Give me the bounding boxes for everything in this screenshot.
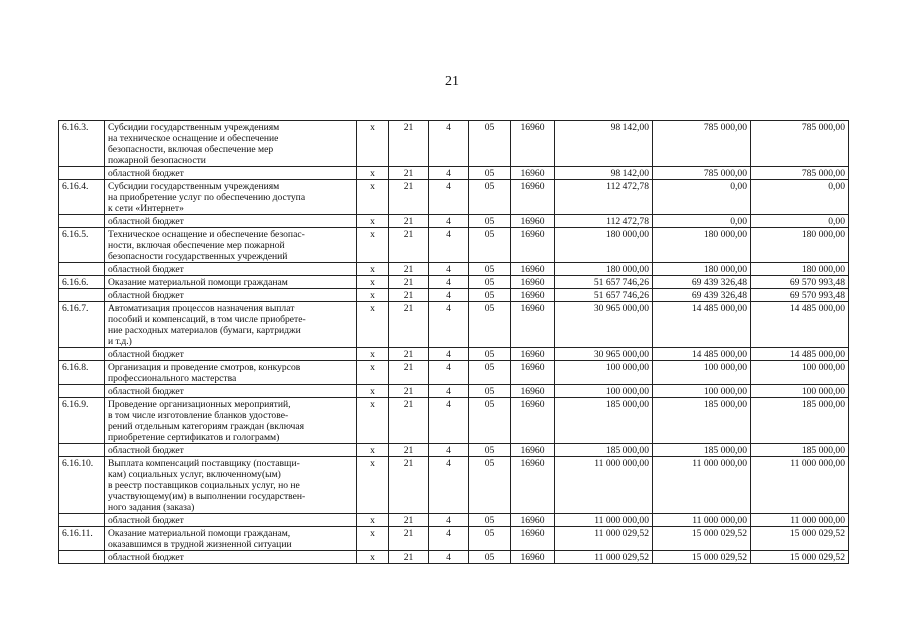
x-cell: х bbox=[357, 276, 389, 289]
code-cell: 16960 bbox=[511, 167, 555, 180]
code-cell: 21 bbox=[389, 289, 429, 302]
code-cell: 4 bbox=[429, 527, 469, 551]
x-cell: х bbox=[357, 348, 389, 361]
item-number-cell bbox=[59, 444, 105, 457]
code-cell: 4 bbox=[429, 180, 469, 215]
description-line: и т.д.) bbox=[108, 336, 132, 347]
description-line: на приобретение услуг по обеспечению доступа bbox=[108, 192, 306, 203]
code-cell: 16960 bbox=[511, 121, 555, 167]
code-cell: 16960 bbox=[511, 398, 555, 444]
item-number-cell: 6.16.5. bbox=[59, 228, 105, 263]
description-line: Проведение организационных мероприятий, bbox=[108, 399, 291, 410]
description-cell bbox=[105, 263, 357, 276]
budget-subrow bbox=[59, 167, 849, 180]
amount-cell: 0,00 bbox=[751, 215, 849, 228]
amount-cell: 98 142,00 bbox=[555, 121, 653, 167]
table-row bbox=[59, 302, 849, 348]
description-cell bbox=[105, 276, 357, 289]
code-cell: 05 bbox=[469, 361, 511, 385]
amount-cell: 180 000,00 bbox=[653, 263, 751, 276]
amount-cell: 112 472,78 bbox=[555, 215, 653, 228]
x-cell: х bbox=[357, 263, 389, 276]
description-cell bbox=[105, 398, 357, 444]
code-cell: 4 bbox=[429, 167, 469, 180]
description-cell bbox=[105, 348, 357, 361]
amount-cell: 785 000,00 bbox=[653, 167, 751, 180]
code-cell: 05 bbox=[469, 289, 511, 302]
amount-cell: 11 000 029,52 bbox=[555, 527, 653, 551]
code-cell: 05 bbox=[469, 228, 511, 263]
code-cell: 4 bbox=[429, 302, 469, 348]
code-cell: 4 bbox=[429, 361, 469, 385]
amount-cell: 100 000,00 bbox=[751, 385, 849, 398]
description-cell bbox=[105, 228, 357, 263]
code-cell: 16960 bbox=[511, 263, 555, 276]
code-cell: 21 bbox=[389, 385, 429, 398]
code-cell: 21 bbox=[389, 398, 429, 444]
code-cell: 05 bbox=[469, 527, 511, 551]
description-line: Организация и проведение смотров, конкурсов bbox=[108, 362, 301, 373]
code-cell: 4 bbox=[429, 551, 469, 564]
x-cell: х bbox=[357, 302, 389, 348]
item-number-cell: 6.16.7. bbox=[59, 302, 105, 348]
amount-cell: 0,00 bbox=[653, 180, 751, 215]
description-line: Техническое оснащение и обеспечение безопас- bbox=[108, 229, 305, 240]
x-cell: х bbox=[357, 228, 389, 263]
code-cell: 05 bbox=[469, 551, 511, 564]
code-cell: 21 bbox=[389, 527, 429, 551]
item-number-cell bbox=[59, 551, 105, 564]
table-row bbox=[59, 457, 849, 514]
amount-cell: 98 142,00 bbox=[555, 167, 653, 180]
item-number-cell: 6.16.8. bbox=[59, 361, 105, 385]
description-line: областной бюджет bbox=[108, 552, 184, 563]
code-cell: 4 bbox=[429, 444, 469, 457]
code-cell: 4 bbox=[429, 263, 469, 276]
code-cell: 21 bbox=[389, 444, 429, 457]
item-number-cell: 6.16.10. bbox=[59, 457, 105, 514]
table-row bbox=[59, 398, 849, 444]
code-cell: 16960 bbox=[511, 228, 555, 263]
amount-cell: 185 000,00 bbox=[653, 444, 751, 457]
description-cell bbox=[105, 551, 357, 564]
description-cell bbox=[105, 457, 357, 514]
description-line: безопасности, включая обеспечение мер bbox=[108, 144, 274, 155]
amount-cell: 51 657 746,26 bbox=[555, 289, 653, 302]
amount-cell: 0,00 bbox=[653, 215, 751, 228]
budget-subrow bbox=[59, 348, 849, 361]
description-line: рений отдельным категориям граждан (включая bbox=[108, 421, 304, 432]
item-number-cell bbox=[59, 215, 105, 228]
table-row bbox=[59, 361, 849, 385]
amount-cell: 180 000,00 bbox=[555, 263, 653, 276]
description-cell bbox=[105, 361, 357, 385]
budget-subrow bbox=[59, 385, 849, 398]
description-line: Субсидии государственным учреждениям bbox=[108, 122, 280, 133]
table-row bbox=[59, 527, 849, 551]
budget-subrow bbox=[59, 263, 849, 276]
code-cell: 16960 bbox=[511, 276, 555, 289]
x-cell: х bbox=[357, 551, 389, 564]
code-cell: 21 bbox=[389, 302, 429, 348]
amount-cell: 100 000,00 bbox=[751, 361, 849, 385]
budget-subrow bbox=[59, 289, 849, 302]
description-line: в том числе изготовление бланков удостове- bbox=[108, 410, 289, 421]
item-number-cell: 6.16.4. bbox=[59, 180, 105, 215]
x-cell: х bbox=[357, 444, 389, 457]
amount-cell: 100 000,00 bbox=[555, 385, 653, 398]
description-line: в реестр поставщиков социальных услуг, но не bbox=[108, 480, 300, 491]
code-cell: 21 bbox=[389, 457, 429, 514]
item-number-cell: 6.16.3. bbox=[59, 121, 105, 167]
amount-cell: 100 000,00 bbox=[653, 385, 751, 398]
amount-cell: 180 000,00 bbox=[751, 263, 849, 276]
description-line: областной бюджет bbox=[108, 168, 184, 179]
code-cell: 05 bbox=[469, 263, 511, 276]
amount-cell: 185 000,00 bbox=[555, 444, 653, 457]
amount-cell: 15 000 029,52 bbox=[751, 527, 849, 551]
description-line: Оказание материальной помощи гражданам, bbox=[108, 528, 291, 539]
amount-cell: 11 000 000,00 bbox=[555, 514, 653, 527]
table-row bbox=[59, 180, 849, 215]
code-cell: 16960 bbox=[511, 385, 555, 398]
x-cell: х bbox=[357, 180, 389, 215]
description-line: участвующему(им) в выполнении государствен- bbox=[108, 491, 306, 502]
x-cell: х bbox=[357, 361, 389, 385]
description-line: областной бюджет bbox=[108, 290, 184, 301]
amount-cell: 785 000,00 bbox=[751, 167, 849, 180]
code-cell: 05 bbox=[469, 514, 511, 527]
description-line: областной бюджет bbox=[108, 445, 184, 456]
description-line: областной бюджет bbox=[108, 515, 184, 526]
amount-cell: 785 000,00 bbox=[751, 121, 849, 167]
code-cell: 21 bbox=[389, 121, 429, 167]
item-number-cell bbox=[59, 167, 105, 180]
description-cell bbox=[105, 527, 357, 551]
description-line: оказавшимся в трудной жизненной ситуации bbox=[108, 539, 292, 550]
code-cell: 4 bbox=[429, 514, 469, 527]
description-cell bbox=[105, 514, 357, 527]
description-line: кам) социальных услуг, включенному(ым) bbox=[108, 469, 281, 480]
code-cell: 21 bbox=[389, 361, 429, 385]
budget-table bbox=[58, 120, 849, 564]
item-number-cell bbox=[59, 289, 105, 302]
code-cell: 21 bbox=[389, 514, 429, 527]
description-line: областной бюджет bbox=[108, 264, 184, 275]
amount-cell: 30 965 000,00 bbox=[555, 348, 653, 361]
code-cell: 16960 bbox=[511, 180, 555, 215]
table-row bbox=[59, 121, 849, 167]
code-cell: 21 bbox=[389, 263, 429, 276]
amount-cell: 14 485 000,00 bbox=[653, 348, 751, 361]
code-cell: 21 bbox=[389, 348, 429, 361]
amount-cell: 15 000 029,52 bbox=[653, 551, 751, 564]
x-cell: х bbox=[357, 527, 389, 551]
amount-cell: 15 000 029,52 bbox=[751, 551, 849, 564]
amount-cell: 69 439 326,48 bbox=[653, 276, 751, 289]
code-cell: 16960 bbox=[511, 527, 555, 551]
description-cell bbox=[105, 385, 357, 398]
description-line: Оказание материальной помощи гражданам bbox=[108, 277, 288, 288]
amount-cell: 100 000,00 bbox=[653, 361, 751, 385]
amount-cell: 69 439 326,48 bbox=[653, 289, 751, 302]
x-cell: х bbox=[357, 398, 389, 444]
table-row bbox=[59, 228, 849, 263]
description-line: пожарной безопасности bbox=[108, 155, 206, 166]
code-cell: 05 bbox=[469, 180, 511, 215]
description-line: ности, включая обеспечение мер пожарной bbox=[108, 240, 285, 251]
x-cell: х bbox=[357, 215, 389, 228]
x-cell: х bbox=[357, 289, 389, 302]
code-cell: 16960 bbox=[511, 551, 555, 564]
code-cell: 4 bbox=[429, 228, 469, 263]
description-line: профессионального мастерства bbox=[108, 373, 237, 384]
code-cell: 05 bbox=[469, 457, 511, 514]
amount-cell: 180 000,00 bbox=[751, 228, 849, 263]
code-cell: 16960 bbox=[511, 215, 555, 228]
code-cell: 4 bbox=[429, 457, 469, 514]
amount-cell: 112 472,78 bbox=[555, 180, 653, 215]
amount-cell: 14 485 000,00 bbox=[653, 302, 751, 348]
amount-cell: 185 000,00 bbox=[751, 398, 849, 444]
description-cell bbox=[105, 180, 357, 215]
budget-subrow bbox=[59, 444, 849, 457]
code-cell: 16960 bbox=[511, 514, 555, 527]
code-cell: 16960 bbox=[511, 361, 555, 385]
description-line: пособий и компенсаций, в том числе приобрете- bbox=[108, 314, 306, 325]
description-cell bbox=[105, 289, 357, 302]
code-cell: 21 bbox=[389, 228, 429, 263]
amount-cell: 0,00 bbox=[751, 180, 849, 215]
amount-cell: 15 000 029,52 bbox=[653, 527, 751, 551]
code-cell: 05 bbox=[469, 398, 511, 444]
item-number-cell bbox=[59, 348, 105, 361]
code-cell: 05 bbox=[469, 276, 511, 289]
description-line: ного задания (заказа) bbox=[108, 502, 195, 513]
description-line: Автоматизация процессов назначения выплат bbox=[108, 303, 295, 314]
description-cell bbox=[105, 444, 357, 457]
item-number-cell: 6.16.6. bbox=[59, 276, 105, 289]
code-cell: 4 bbox=[429, 289, 469, 302]
code-cell: 05 bbox=[469, 167, 511, 180]
description-line: к сети «Интернет» bbox=[108, 203, 184, 214]
code-cell: 4 bbox=[429, 276, 469, 289]
amount-cell: 185 000,00 bbox=[653, 398, 751, 444]
description-cell bbox=[105, 121, 357, 167]
description-line: областной бюджет bbox=[108, 386, 184, 397]
amount-cell: 11 000 000,00 bbox=[653, 457, 751, 514]
description-line: ние расходных материалов (бумаги, картриджи bbox=[108, 325, 301, 336]
amount-cell: 11 000 000,00 bbox=[555, 457, 653, 514]
table-row bbox=[59, 276, 849, 289]
page-number: 21 bbox=[445, 74, 459, 89]
description-line: областной бюджет bbox=[108, 349, 184, 360]
item-number-cell bbox=[59, 263, 105, 276]
code-cell: 16960 bbox=[511, 444, 555, 457]
amount-cell: 14 485 000,00 bbox=[751, 302, 849, 348]
description-line: Выплата компенсаций поставщику (поставщи- bbox=[108, 458, 300, 469]
code-cell: 16960 bbox=[511, 457, 555, 514]
amount-cell: 69 570 993,48 bbox=[751, 289, 849, 302]
budget-subrow bbox=[59, 551, 849, 564]
description-line: безопасности государственных учреждений bbox=[108, 251, 288, 262]
code-cell: 4 bbox=[429, 215, 469, 228]
code-cell: 05 bbox=[469, 348, 511, 361]
code-cell: 4 bbox=[429, 121, 469, 167]
amount-cell: 14 485 000,00 bbox=[751, 348, 849, 361]
x-cell: х bbox=[357, 167, 389, 180]
code-cell: 05 bbox=[469, 385, 511, 398]
amount-cell: 11 000 000,00 bbox=[751, 514, 849, 527]
description-line: приобретение сертификатов и голограмм) bbox=[108, 432, 280, 443]
code-cell: 16960 bbox=[511, 289, 555, 302]
amount-cell: 11 000 000,00 bbox=[653, 514, 751, 527]
amount-cell: 180 000,00 bbox=[653, 228, 751, 263]
code-cell: 21 bbox=[389, 180, 429, 215]
code-cell: 21 bbox=[389, 215, 429, 228]
amount-cell: 11 000 000,00 bbox=[751, 457, 849, 514]
budget-subrow bbox=[59, 215, 849, 228]
code-cell: 16960 bbox=[511, 302, 555, 348]
code-cell: 16960 bbox=[511, 348, 555, 361]
code-cell: 4 bbox=[429, 385, 469, 398]
code-cell: 21 bbox=[389, 167, 429, 180]
description-line: на техническое оснащение и обеспечение bbox=[108, 133, 279, 144]
amount-cell: 185 000,00 bbox=[751, 444, 849, 457]
x-cell: х bbox=[357, 457, 389, 514]
code-cell: 05 bbox=[469, 121, 511, 167]
amount-cell: 11 000 029,52 bbox=[555, 551, 653, 564]
amount-cell: 69 570 993,48 bbox=[751, 276, 849, 289]
code-cell: 05 bbox=[469, 444, 511, 457]
amount-cell: 51 657 746,26 bbox=[555, 276, 653, 289]
description-cell bbox=[105, 302, 357, 348]
description-cell bbox=[105, 167, 357, 180]
description-line: областной бюджет bbox=[108, 216, 184, 227]
budget-subrow bbox=[59, 514, 849, 527]
code-cell: 4 bbox=[429, 398, 469, 444]
code-cell: 21 bbox=[389, 551, 429, 564]
amount-cell: 100 000,00 bbox=[555, 361, 653, 385]
budget-table-wrapper bbox=[58, 120, 848, 564]
code-cell: 4 bbox=[429, 348, 469, 361]
description-line: Субсидии государственным учреждениям bbox=[108, 181, 280, 192]
item-number-cell: 6.16.11. bbox=[59, 527, 105, 551]
x-cell: х bbox=[357, 514, 389, 527]
amount-cell: 185 000,00 bbox=[555, 398, 653, 444]
item-number-cell bbox=[59, 385, 105, 398]
item-number-cell: 6.16.9. bbox=[59, 398, 105, 444]
code-cell: 05 bbox=[469, 302, 511, 348]
code-cell: 21 bbox=[389, 276, 429, 289]
amount-cell: 30 965 000,00 bbox=[555, 302, 653, 348]
description-cell bbox=[105, 215, 357, 228]
item-number-cell bbox=[59, 514, 105, 527]
table-body bbox=[59, 121, 849, 564]
x-cell: х bbox=[357, 121, 389, 167]
code-cell: 05 bbox=[469, 215, 511, 228]
x-cell: х bbox=[357, 385, 389, 398]
amount-cell: 180 000,00 bbox=[555, 228, 653, 263]
amount-cell: 785 000,00 bbox=[653, 121, 751, 167]
